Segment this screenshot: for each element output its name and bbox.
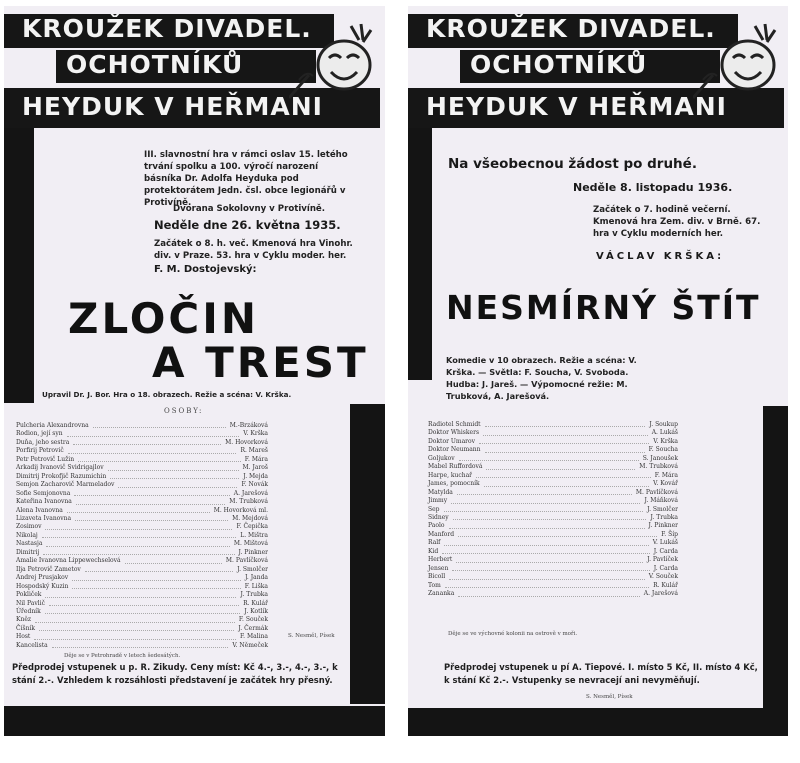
cast-role: Číšník [16,624,36,632]
cast-row [428,438,678,446]
cast-role: Doktor Whiskers [428,429,480,437]
cast-role: Sidney [428,513,449,521]
cast-leader-dots [34,633,236,639]
credits-text: Komedie v 10 obrazech. Režie a scéna: V. Krška. — Světla: F. Soucha, V. Svoboda. Hudba: J. Jareš. — Výpomocné režie: M. Trubková, A. Jarešová. [446,355,637,401]
cast-row [428,480,678,488]
cast-leader-dots [452,565,649,571]
cast-leader-dots [74,490,229,496]
right-side-bar [350,404,385,704]
left-side-bar [408,128,432,380]
cast-row [428,590,678,598]
cast-leader-dots [486,463,635,469]
cast-role: Zosimov [16,523,42,531]
cast-role: Harpe, kuchař [428,471,473,479]
cast-actor: F. Liška [244,582,268,590]
cast-role: Arkadij Ivanovič Svidrigajlov [16,464,104,472]
printer-text: S. Nesměl, Písek [288,633,335,639]
cast-row [16,616,268,624]
cast-role: Pulcheria Alexandrovna [16,422,89,429]
cast-leader-dots [67,507,210,513]
cast-row [16,464,268,472]
cast-leader-dots [72,574,241,580]
cast-leader-dots [445,582,649,588]
cast-row [428,497,678,505]
cast-leader-dots [476,472,651,478]
cast-actor: M. Trubková [639,463,678,471]
author-text: VÁCLAV KRŠKA: [596,251,725,262]
intro-text: III. slavnostní hra v rámci oslav 15. letého trvání spolku a 100. výročí narození básníka Dr. Adolfa Heyduka pod protektorátem Jedn. čsl. obce legionářů v Protivíně. [144,150,348,208]
cast-row [16,456,268,464]
cast-role: Zananka [428,590,455,598]
cast-row [16,583,268,591]
cast-role: James, pomocník [428,480,480,488]
cast-actor: M. Hovorková ml. [213,506,268,514]
cast-role: Bicoll [428,573,446,581]
cast-actor: J. Carda [653,564,678,572]
cast-actor: J. Kotlík [244,607,268,615]
cast-role: Jensen [428,564,449,572]
cast-row [16,600,268,608]
cast-role: Nastasja [16,540,43,548]
cast-actor: F. Souček [238,616,268,624]
credits-text: Upravil Dr. J. Bor. Hra o 18. obrazech. Režie a scéna: V. Krška. [42,390,292,399]
cast-row [428,582,678,590]
title-line-1: ZLOČIN [68,294,260,343]
cast-row [16,540,268,548]
cast-actor: M. Jaroš [242,464,268,472]
cast-row [428,556,678,564]
right-side-bar [763,406,788,708]
cast-leader-dots [449,522,645,528]
cast-leader-dots [45,523,232,529]
cast-role: Doktor Neumann [428,446,481,454]
cast-leader-dots [76,498,225,504]
cast-row [16,549,268,557]
cast-row [16,422,268,430]
cast-role: Host [16,633,31,641]
cast-actor: J. Trubka [240,591,268,599]
cast-actor: V. Krška [243,430,268,438]
cast-leader-dots [125,557,222,563]
header-line-3: HEYDUK V HEŘMANI [408,88,784,128]
footer-text: Předprodej vstupenek u p. R. Zikudy. Ceny míst: Kč 4.-, 3.-, 4.-, 3.-, k stání 2.-. Vzhledem k rozsáhlosti představení je začátek hry přesný. [12,662,338,685]
cast-row [16,523,268,531]
cast-leader-dots [442,548,650,554]
header-line-1: KROUŽEK DIVADEL. [4,14,334,48]
cast-heading: OSOBY: [164,407,204,415]
cast-row [16,566,268,574]
cast-row [16,498,268,506]
cast-actor: R. Kulář [243,599,268,607]
cast-role: Pokliček [16,591,42,599]
cast-actor: J. Soukup [649,421,678,428]
cast-actor: F. Novák [241,481,268,489]
cast-role: Matylda [428,488,453,496]
cast-role: Mabel Ruffordová [428,463,483,471]
cast-row [428,539,678,547]
cast-role: Semjon Zacharovič Marmeladov [16,481,115,489]
cast-leader-dots [39,625,234,631]
cast-row [16,532,268,540]
cast-role: Paolo [428,522,445,530]
cast-leader-dots [108,464,239,470]
cast-row [16,439,268,447]
cast-row [428,489,678,497]
cast-role: Lizaveta Ivanovna [16,514,72,522]
cast-actor: M. Trubková [229,498,268,506]
cast-actor: V. Krška [653,437,678,445]
cast-leader-dots [449,573,645,579]
cast-leader-dots [73,439,221,445]
cast-leader-dots [483,429,648,435]
cast-leader-dots [456,556,643,562]
cast-role: Sep [428,505,440,513]
header-line-2: OCHOTNÍKŮ [460,50,720,83]
cast-leader-dots [72,583,240,589]
cast-row [16,608,268,616]
cast-actor: S. Janoušek [642,454,678,462]
cast-leader-dots [457,489,632,495]
cast-role: Andrej Prusjakov [16,574,69,582]
cast-role: Duňa, jeho sestra [16,438,70,446]
cast-row [428,548,678,556]
cast-actor: J. Janda [244,574,268,582]
cast-actor: F. Mára [654,471,678,479]
cast-role: Doktor Umarov [428,437,476,445]
cast-actor: F. Malina [239,633,268,641]
cast-actor: F. Čepička [236,523,268,531]
cast-actor: L. Mištra [240,531,268,539]
header-line-1: KROUŽEK DIVADEL. [408,14,738,48]
cast-role: Sofie Semjonovna [16,489,71,497]
cast-role: Hospodský Kuzin [16,582,69,590]
cast-role: Ralf [428,539,441,547]
cast-row [16,481,268,489]
cast-row [428,506,678,514]
cast-actor: V. Souček [648,573,678,581]
venue-text: Dvorana Sokolovny v Protivíně. [172,204,326,214]
cast-row [428,573,678,581]
cast-role: Manford [428,530,455,538]
cast-row [16,591,268,599]
cast-leader-dots [453,514,647,520]
bottom-bar [408,708,788,736]
cast-leader-dots [42,532,236,538]
cast-list [428,421,678,599]
cast-actor: F. Mára [244,455,268,463]
cast-row [16,557,268,565]
cast-row [16,625,268,633]
cast-role: Dimitrij Prokofjič Razumichin [16,472,107,480]
cast-role: Rodion, její syn [16,430,63,438]
header-line-2: OCHOTNÍKŮ [56,50,316,83]
cast-actor: V. Kovář [653,480,678,488]
cast-actor: A. Jarešová [233,489,268,497]
cast-actor: M.-Brzáková [229,422,268,429]
title-text: NESMÍRNÝ ŠTÍT [446,288,761,327]
cast-role: Goljukov [428,454,455,462]
bottom-bar [4,706,385,736]
cast-leader-dots [85,566,233,572]
cast-leader-dots [458,590,640,596]
cast-leader-dots [459,455,639,461]
date-text: Neděle dne 26. května 1935. [154,218,341,232]
cast-role: Nil Pavlič [16,599,45,607]
cast-role: Nikolaj [16,531,38,539]
cast-row [428,522,678,530]
cast-row [16,642,268,650]
poster-nesmirny-stit [408,6,788,736]
start-text: Začátek o 8. h. več. Kmenová hra Vinohr. div. v Praze. 53. hra v Cyklu moder. her. [154,239,353,261]
cast-leader-dots [75,515,228,521]
cast-role: Herbert [428,556,453,564]
cast-leader-dots [485,446,645,452]
cast-list [16,422,268,650]
cast-actor: J. Mejda [243,472,268,480]
cast-row [16,473,268,481]
cast-role: Kancelista [16,641,48,649]
cast-role: Kateřina Ivanovna [16,498,72,506]
cast-role: Úředník [16,607,41,615]
cast-role: Kněz [16,616,32,624]
cast-role: Tom [428,581,441,589]
cast-leader-dots [67,430,240,436]
cast-leader-dots [45,591,236,597]
cast-leader-dots [451,497,640,503]
cast-actor: M. Mejdová [232,514,268,522]
cast-actor: J. Pavlíček [647,556,678,564]
cast-role: Alena Ivanovna [16,506,63,514]
cast-leader-dots [479,438,649,444]
cast-role: Kid [428,547,439,555]
cast-actor: V. Němeček [232,641,268,649]
cast-row [428,463,678,471]
cast-actor: F. Soucha [648,446,678,454]
cast-leader-dots [68,447,237,453]
cast-actor: R. Kulář [653,581,678,589]
cast-leader-dots [46,540,229,546]
cast-actor: M. Hovorková [225,438,268,446]
cast-row [16,515,268,523]
cast-leader-dots [35,616,235,622]
cast-leader-dots [118,481,237,487]
cast-row [428,531,678,539]
title-line-2: A TREST [152,338,369,387]
request-text: Na všeobecnou žádost po druhé. [448,156,697,172]
cast-row [16,633,268,641]
cast-row [428,472,678,480]
setting-text: Děje se v Petrohradě v letech šedesátých. [64,653,181,659]
cast-row [428,429,678,437]
theatre-mask-icon [693,20,783,100]
cast-actor: J. Smolčer [647,505,678,513]
cast-leader-dots [78,456,241,462]
cast-actor: J. Máňková [644,497,678,505]
cast-actor: M. Pavlíčková [635,488,678,496]
start-text: Začátek o 7. hodině večerní. Kmenová hra Zem. div. v Brně. 67. hra v Cyklu moderních her. [593,205,761,239]
cast-row [16,490,268,498]
cast-leader-dots [49,600,239,606]
cast-row [428,514,678,522]
cast-actor: J. Pinkner [238,548,268,556]
cast-row [428,446,678,454]
cast-actor: A. Lukáš [651,429,678,437]
poster-zlocin-a-trest [4,6,385,736]
cast-row [16,574,268,582]
cast-role: Porfirij Petrovič [16,447,64,455]
cast-leader-dots [45,608,241,614]
header-line-3: HEYDUK V HEŘMANI [4,88,380,128]
cast-actor: A. Jarešová [643,590,678,598]
left-side-bar [4,128,34,403]
cast-leader-dots [52,642,229,648]
cast-leader-dots [93,422,226,428]
cast-role: Jimmy [428,497,448,505]
cast-actor: J. Trubka [650,513,678,521]
cast-leader-dots [444,506,644,512]
cast-row [16,507,268,515]
cast-actor: R. Mareš [240,447,268,455]
cast-leader-dots [458,531,657,537]
cast-leader-dots [484,480,649,486]
cast-actor: J. Čermák [238,624,268,632]
cast-role: Petr Petrovič Lužin [16,455,75,463]
cast-row [16,447,268,455]
cast-role: Radiotel Schmidt [428,421,481,428]
cast-leader-dots [444,539,648,545]
cast-actor: J. Pinkner [648,522,678,530]
cast-row [16,430,268,438]
footer-text: Předprodej vstupenek u pí A. Tiepové. I. místo 5 Kč, II. místo 4 Kč, k stání Kč 2.-. Vstupenky se nevracejí ani nevyměňují. [444,662,758,685]
cast-row [428,455,678,463]
cast-actor: V. Lukáš [652,539,678,547]
cast-actor: J. Smolčer [237,565,268,573]
theatre-mask-icon [289,20,379,100]
cast-role: Ilja Petrovič Zametov [16,565,81,573]
cast-role: Amalie Ivanovna Lippewechselová [16,557,121,565]
cast-row [428,421,678,429]
cast-role: Dimitrij [16,548,40,556]
cast-actor: M. Pavlíčková [225,557,268,565]
date-text: Neděle 8. listopadu 1936. [573,181,733,194]
author-text: F. M. Dostojevský: [154,264,257,275]
cast-row [428,565,678,573]
cast-leader-dots [110,473,239,479]
cast-actor: M. Mištová [233,540,268,548]
printer-text: S. Nesměl, Písek [586,694,633,700]
cast-leader-dots [485,421,646,427]
cast-leader-dots [43,549,234,555]
cast-actor: F. Šíp [661,530,678,538]
setting-text: Děje se ve výchovné kolonii na ostrově v moři. [448,631,578,637]
cast-actor: J. Carda [653,547,678,555]
